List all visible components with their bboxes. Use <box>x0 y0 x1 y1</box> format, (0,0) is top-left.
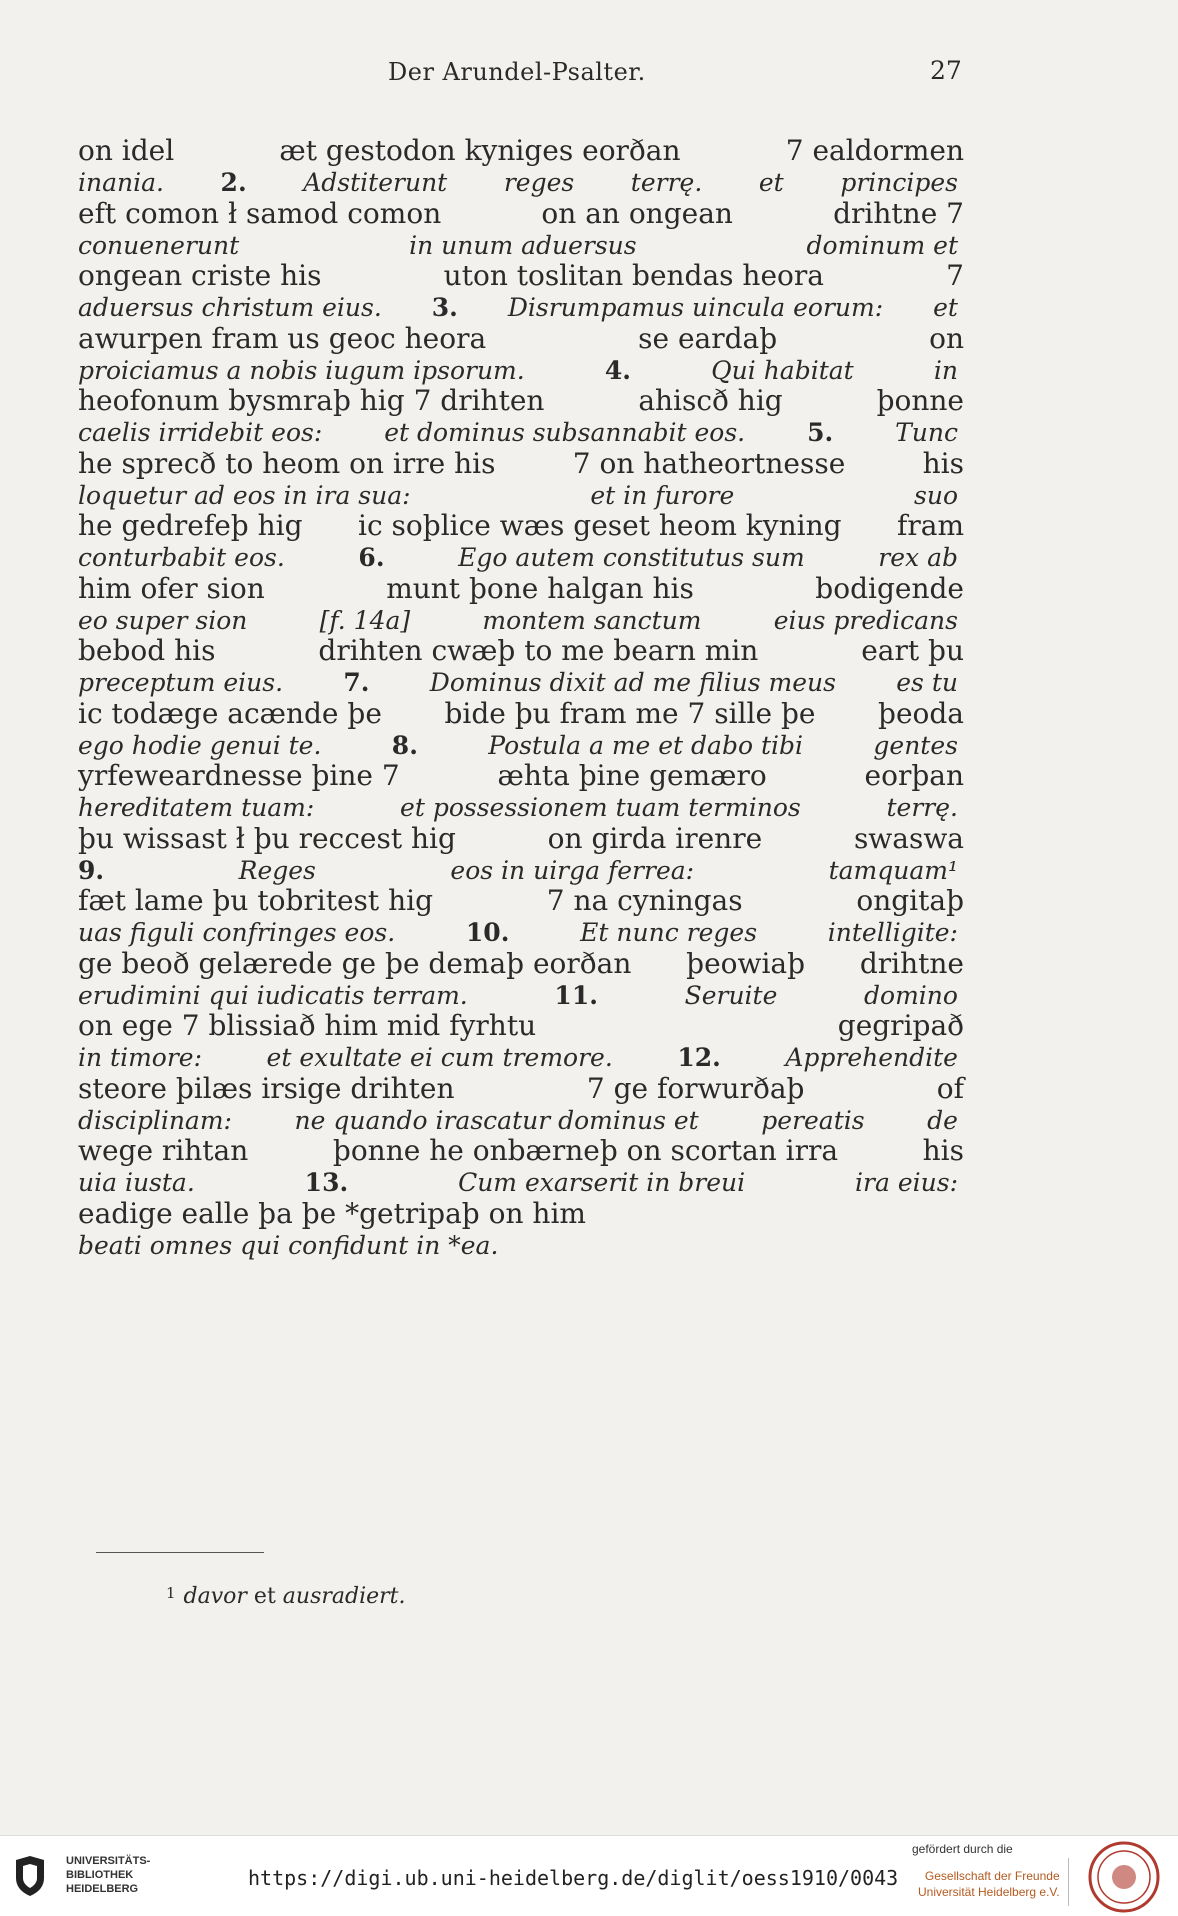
gloss-segment: him ofer sion <box>78 571 265 605</box>
latin-text-line <box>78 1231 964 1261</box>
gloss-segment: æhta þine gemæro <box>497 759 767 792</box>
line-pair <box>78 1072 964 1136</box>
latin-segment: ego hodie genui te. <box>78 730 322 760</box>
verse-number: 4. <box>604 355 631 385</box>
gloss-segment: ongean criste his <box>78 259 322 292</box>
latin-segment: terrę. <box>886 793 958 822</box>
latin-segment: es tu <box>896 668 958 697</box>
old-english-gloss-line <box>78 197 964 231</box>
old-english-gloss-line <box>78 134 964 168</box>
latin-segment: aduersus christum eius. <box>78 293 382 322</box>
latin-text-line <box>78 1043 964 1073</box>
latin-segment: domino <box>864 980 958 1010</box>
gloss-segment: se eardaþ <box>638 321 778 355</box>
latin-segment: Ego autem constitutus sum <box>458 543 805 572</box>
verse-number: 6. <box>358 543 385 572</box>
gloss-segment: ongitaþ <box>856 884 964 917</box>
gloss-segment: drihten cwæþ to me bearn min <box>318 634 759 667</box>
latin-segment: Reges <box>238 855 316 885</box>
sponsor-label: gefördert durch die <box>912 1842 1013 1856</box>
latin-segment: Et nunc reges <box>580 918 758 947</box>
gloss-segment: þonne he onbærneþ on scortan irra <box>332 1134 839 1167</box>
latin-segment: Disrumpamus uincula eorum: <box>507 293 884 322</box>
line-pair <box>78 447 964 511</box>
line-pair <box>78 884 964 948</box>
gloss-segment: 7 ge forwurðaþ <box>586 1071 805 1105</box>
line-pair <box>78 634 964 698</box>
latin-segment: rex ab <box>878 543 958 572</box>
footer-divider <box>1068 1858 1069 1906</box>
latin-segment: beati omnes qui confidunt in *ea. <box>78 1230 499 1260</box>
latin-segment: uas figuli confringes eos. <box>78 918 396 947</box>
latin-segment: eius predicans <box>773 605 958 635</box>
footnote-text-c: ausradiert. <box>282 1584 406 1609</box>
gloss-segment: eorþan <box>864 759 964 792</box>
latin-segment: eo super sion <box>78 605 248 635</box>
latin-text-line <box>78 543 964 573</box>
old-english-gloss-line <box>78 1009 964 1043</box>
university-seal-icon <box>1084 1840 1164 1914</box>
latin-text-line <box>78 918 964 948</box>
old-english-gloss-line <box>78 759 964 793</box>
old-english-gloss-line <box>78 1134 964 1168</box>
old-english-gloss-line <box>78 1072 964 1106</box>
latin-segment: et exultate ei cum tremore. <box>266 1043 613 1072</box>
latin-segment: principes <box>840 168 958 197</box>
library-name-line-3: HEIDELBERG <box>66 1883 139 1895</box>
gloss-segment: his <box>922 446 964 480</box>
footnote-rule <box>96 1552 264 1553</box>
latin-text-line <box>78 981 964 1011</box>
latin-segment: conturbabit eos. <box>78 543 285 572</box>
latin-text-line <box>78 356 964 386</box>
gloss-segment: he gedrefeþ hig <box>78 509 303 542</box>
gloss-segment: on girda irenre <box>547 821 763 855</box>
latin-segment: ira eius: <box>855 1168 958 1197</box>
gloss-segment: 7 on hatheortnesse <box>572 446 846 480</box>
latin-segment: disciplinam: <box>78 1105 232 1135</box>
verse-number: 9. <box>78 855 105 885</box>
sponsor-name-line-1: Gesellschaft der Freunde <box>924 1869 1060 1883</box>
line-pair <box>78 822 964 886</box>
library-logo-icon <box>10 1854 50 1898</box>
sponsor-name-line-2: Universität Heidelberg e.V. <box>918 1885 1060 1899</box>
line-pair <box>78 1197 964 1261</box>
latin-segment: preceptum eius. <box>78 668 284 697</box>
latin-segment: in unum aduersus <box>409 230 637 260</box>
gloss-segment: 7 <box>946 259 964 292</box>
gloss-segment: uton toslitan bendas heora <box>443 259 824 292</box>
verse-number: 10. <box>465 918 510 947</box>
old-english-gloss-line <box>78 572 964 606</box>
gloss-segment: wege rihtan <box>78 1134 249 1167</box>
gloss-segment: his <box>922 1134 964 1167</box>
latin-segment: et <box>758 168 784 197</box>
gloss-segment: eft comon ł samod comon <box>78 196 442 230</box>
old-english-gloss-line <box>78 509 964 543</box>
gloss-segment: on ege 7 blissiað him mid fyrhtu <box>78 1009 537 1042</box>
gloss-segment: bodigende <box>815 571 964 605</box>
verse-number: 11. <box>554 980 598 1010</box>
latin-segment: et <box>933 293 958 322</box>
latin-text-line <box>78 1106 964 1136</box>
latin-segment: Cum exarserit in breui <box>458 1168 746 1197</box>
line-pair <box>78 322 964 386</box>
gloss-segment: þeoda <box>878 696 964 730</box>
latin-segment: Dominus dixit ad me filius meus <box>429 668 836 697</box>
latin-text-line <box>78 668 964 698</box>
page-number: 27 <box>930 56 962 85</box>
latin-text-line <box>78 231 964 261</box>
line-pair <box>78 1009 964 1073</box>
gloss-segment: munt þone halgan his <box>386 571 694 605</box>
line-pair <box>78 509 964 573</box>
latin-segment: Qui habitat <box>711 355 854 385</box>
gloss-segment: ahiscð hig <box>638 384 783 417</box>
gloss-segment: heofonum bysmraþ hig 7 drihten <box>78 384 545 417</box>
gloss-segment: swaswa <box>853 821 964 855</box>
latin-segment: pereatis <box>761 1105 865 1135</box>
latin-segment: inania. <box>78 168 164 197</box>
latin-segment: suo <box>914 480 958 510</box>
latin-segment: gentes <box>873 730 958 760</box>
latin-segment: Tunc <box>895 418 958 447</box>
latin-segment: hereditatem tuam: <box>78 793 315 822</box>
sponsor-name <box>918 1868 1060 1900</box>
old-english-gloss-line <box>78 1197 964 1231</box>
verse-number: 5. <box>807 418 834 447</box>
verse-number: 3. <box>431 293 458 322</box>
gloss-segment: of <box>936 1071 964 1105</box>
old-english-gloss-line <box>78 322 964 356</box>
verse-number: 8. <box>391 730 418 760</box>
running-title: Der Arundel-Psalter. <box>388 58 646 86</box>
line-pair <box>78 947 964 1011</box>
permalink-url[interactable]: https://digi.ub.uni-heidelberg.de/diglit/oess1910/0043 <box>248 1866 899 1890</box>
latin-segment: Postula a me et dabo tibi <box>488 730 804 760</box>
latin-segment: uia iusta. <box>78 1168 195 1197</box>
gloss-segment: on an ongean <box>541 196 733 230</box>
gloss-segment: he sprecð to heom on irre his <box>78 446 496 480</box>
line-pair <box>78 197 964 261</box>
old-english-gloss-line <box>78 259 964 293</box>
gloss-segment: bide þu fram me 7 sille þe <box>444 696 816 730</box>
verse-number: 13. <box>304 1168 349 1197</box>
verse-number: 2. <box>220 168 247 197</box>
gloss-segment: on <box>929 321 964 355</box>
latin-segment: in timore: <box>78 1043 203 1072</box>
latin-text-line <box>78 481 964 511</box>
latin-text-line <box>78 293 964 323</box>
old-english-gloss-line <box>78 697 964 731</box>
gloss-segment: ge beoð gelærede ge þe demaþ eorðan <box>78 946 632 980</box>
gloss-segment: þeowiaþ <box>686 946 806 980</box>
old-english-gloss-line <box>78 447 964 481</box>
latin-text-line <box>78 1168 964 1198</box>
gloss-segment: gegripað <box>837 1009 964 1042</box>
gloss-segment: 7 ealdormen <box>785 134 964 167</box>
gloss-segment: awurpen fram us geoc heora <box>78 321 487 355</box>
library-name-line-2: BIBLIOTHEK <box>66 1869 134 1881</box>
latin-text-line <box>78 731 964 761</box>
gloss-segment: ic soþlice wæs geset heom kyning <box>358 509 842 542</box>
old-english-gloss-line <box>78 822 964 856</box>
gloss-segment: þu wissast ł þu reccest hig <box>78 821 456 855</box>
footnote-mark: 1 <box>166 1584 176 1602</box>
library-name-line-1: UNIVERSITÄTS- <box>66 1855 151 1867</box>
footer-bar <box>0 1835 1178 1916</box>
latin-segment: proiciamus a nobis iugum ipsorum. <box>78 355 525 385</box>
latin-text-line <box>78 418 964 448</box>
latin-segment: Apprehendite <box>785 1043 958 1072</box>
latin-segment: conuenerunt <box>78 230 240 260</box>
line-pair <box>78 384 964 448</box>
latin-segment: de <box>927 1105 958 1135</box>
latin-text-line <box>78 793 964 823</box>
latin-text-line <box>78 606 964 636</box>
footnote <box>166 1584 406 1609</box>
gloss-segment: æt gestodon kyniges eorðan <box>279 134 681 167</box>
latin-segment: intelligite: <box>827 918 958 947</box>
latin-segment: loquetur ad eos in ira sua: <box>78 480 411 510</box>
gloss-segment: drihtne 7 <box>833 196 964 230</box>
gloss-segment: yrfeweardnesse þine 7 <box>78 759 400 792</box>
latin-segment: ne quando irascatur dominus et <box>294 1105 699 1135</box>
latin-segment: et in furore <box>590 480 735 510</box>
latin-segment: caelis irridebit eos: <box>78 418 323 447</box>
old-english-gloss-line <box>78 634 964 668</box>
gloss-segment: fæt lame þu tobritest hig <box>78 884 433 917</box>
gloss-segment: bebod his <box>78 634 216 667</box>
latin-segment: erudimini qui iudicatis terram. <box>78 980 468 1010</box>
gloss-segment: 7 na cyningas <box>546 884 743 917</box>
footnote-text-b: et <box>246 1584 283 1609</box>
gloss-segment: drihtne <box>859 946 964 980</box>
gloss-segment: fram <box>897 509 964 542</box>
latin-segment: terrę. <box>630 168 703 197</box>
verse-number: 12. <box>677 1043 721 1072</box>
latin-segment: eos in uirga ferrea: <box>450 855 695 885</box>
latin-segment: et dominus subsannabit eos. <box>384 418 746 447</box>
old-english-gloss-line <box>78 947 964 981</box>
latin-segment: Adstiterunt <box>303 168 448 197</box>
latin-text-line <box>78 856 964 886</box>
gloss-segment: þonne <box>876 384 964 417</box>
latin-segment: et possessionem tuam terminos <box>400 793 801 822</box>
library-name <box>66 1854 150 1896</box>
latin-segment: in <box>933 355 958 385</box>
latin-segment: [f. 14a] <box>319 605 411 635</box>
line-pair <box>78 572 964 636</box>
line-pair <box>78 697 964 761</box>
latin-segment: montem sanctum <box>482 605 702 635</box>
line-pair <box>78 759 964 823</box>
old-english-gloss-line <box>78 884 964 918</box>
gloss-segment: steore þilæs irsige drihten <box>78 1071 455 1105</box>
gloss-segment: eart þu <box>861 634 964 667</box>
gloss-segment: eadige ealle þa þe *getripaþ on him <box>78 1196 586 1230</box>
line-pair <box>78 134 964 198</box>
old-english-gloss-line <box>78 384 964 418</box>
gloss-segment: on idel <box>78 134 175 167</box>
line-pair <box>78 1134 964 1198</box>
gloss-segment: ic todæge acænde þe <box>78 696 382 730</box>
latin-text-line <box>78 168 964 198</box>
footnote-text-a: davor <box>183 1584 247 1609</box>
latin-segment: Seruite <box>684 980 778 1010</box>
latin-segment: tamquam¹ <box>828 855 958 885</box>
latin-segment: dominum et <box>806 230 958 260</box>
latin-segment: reges <box>503 168 575 197</box>
verse-number: 7. <box>343 668 370 697</box>
line-pair <box>78 259 964 323</box>
